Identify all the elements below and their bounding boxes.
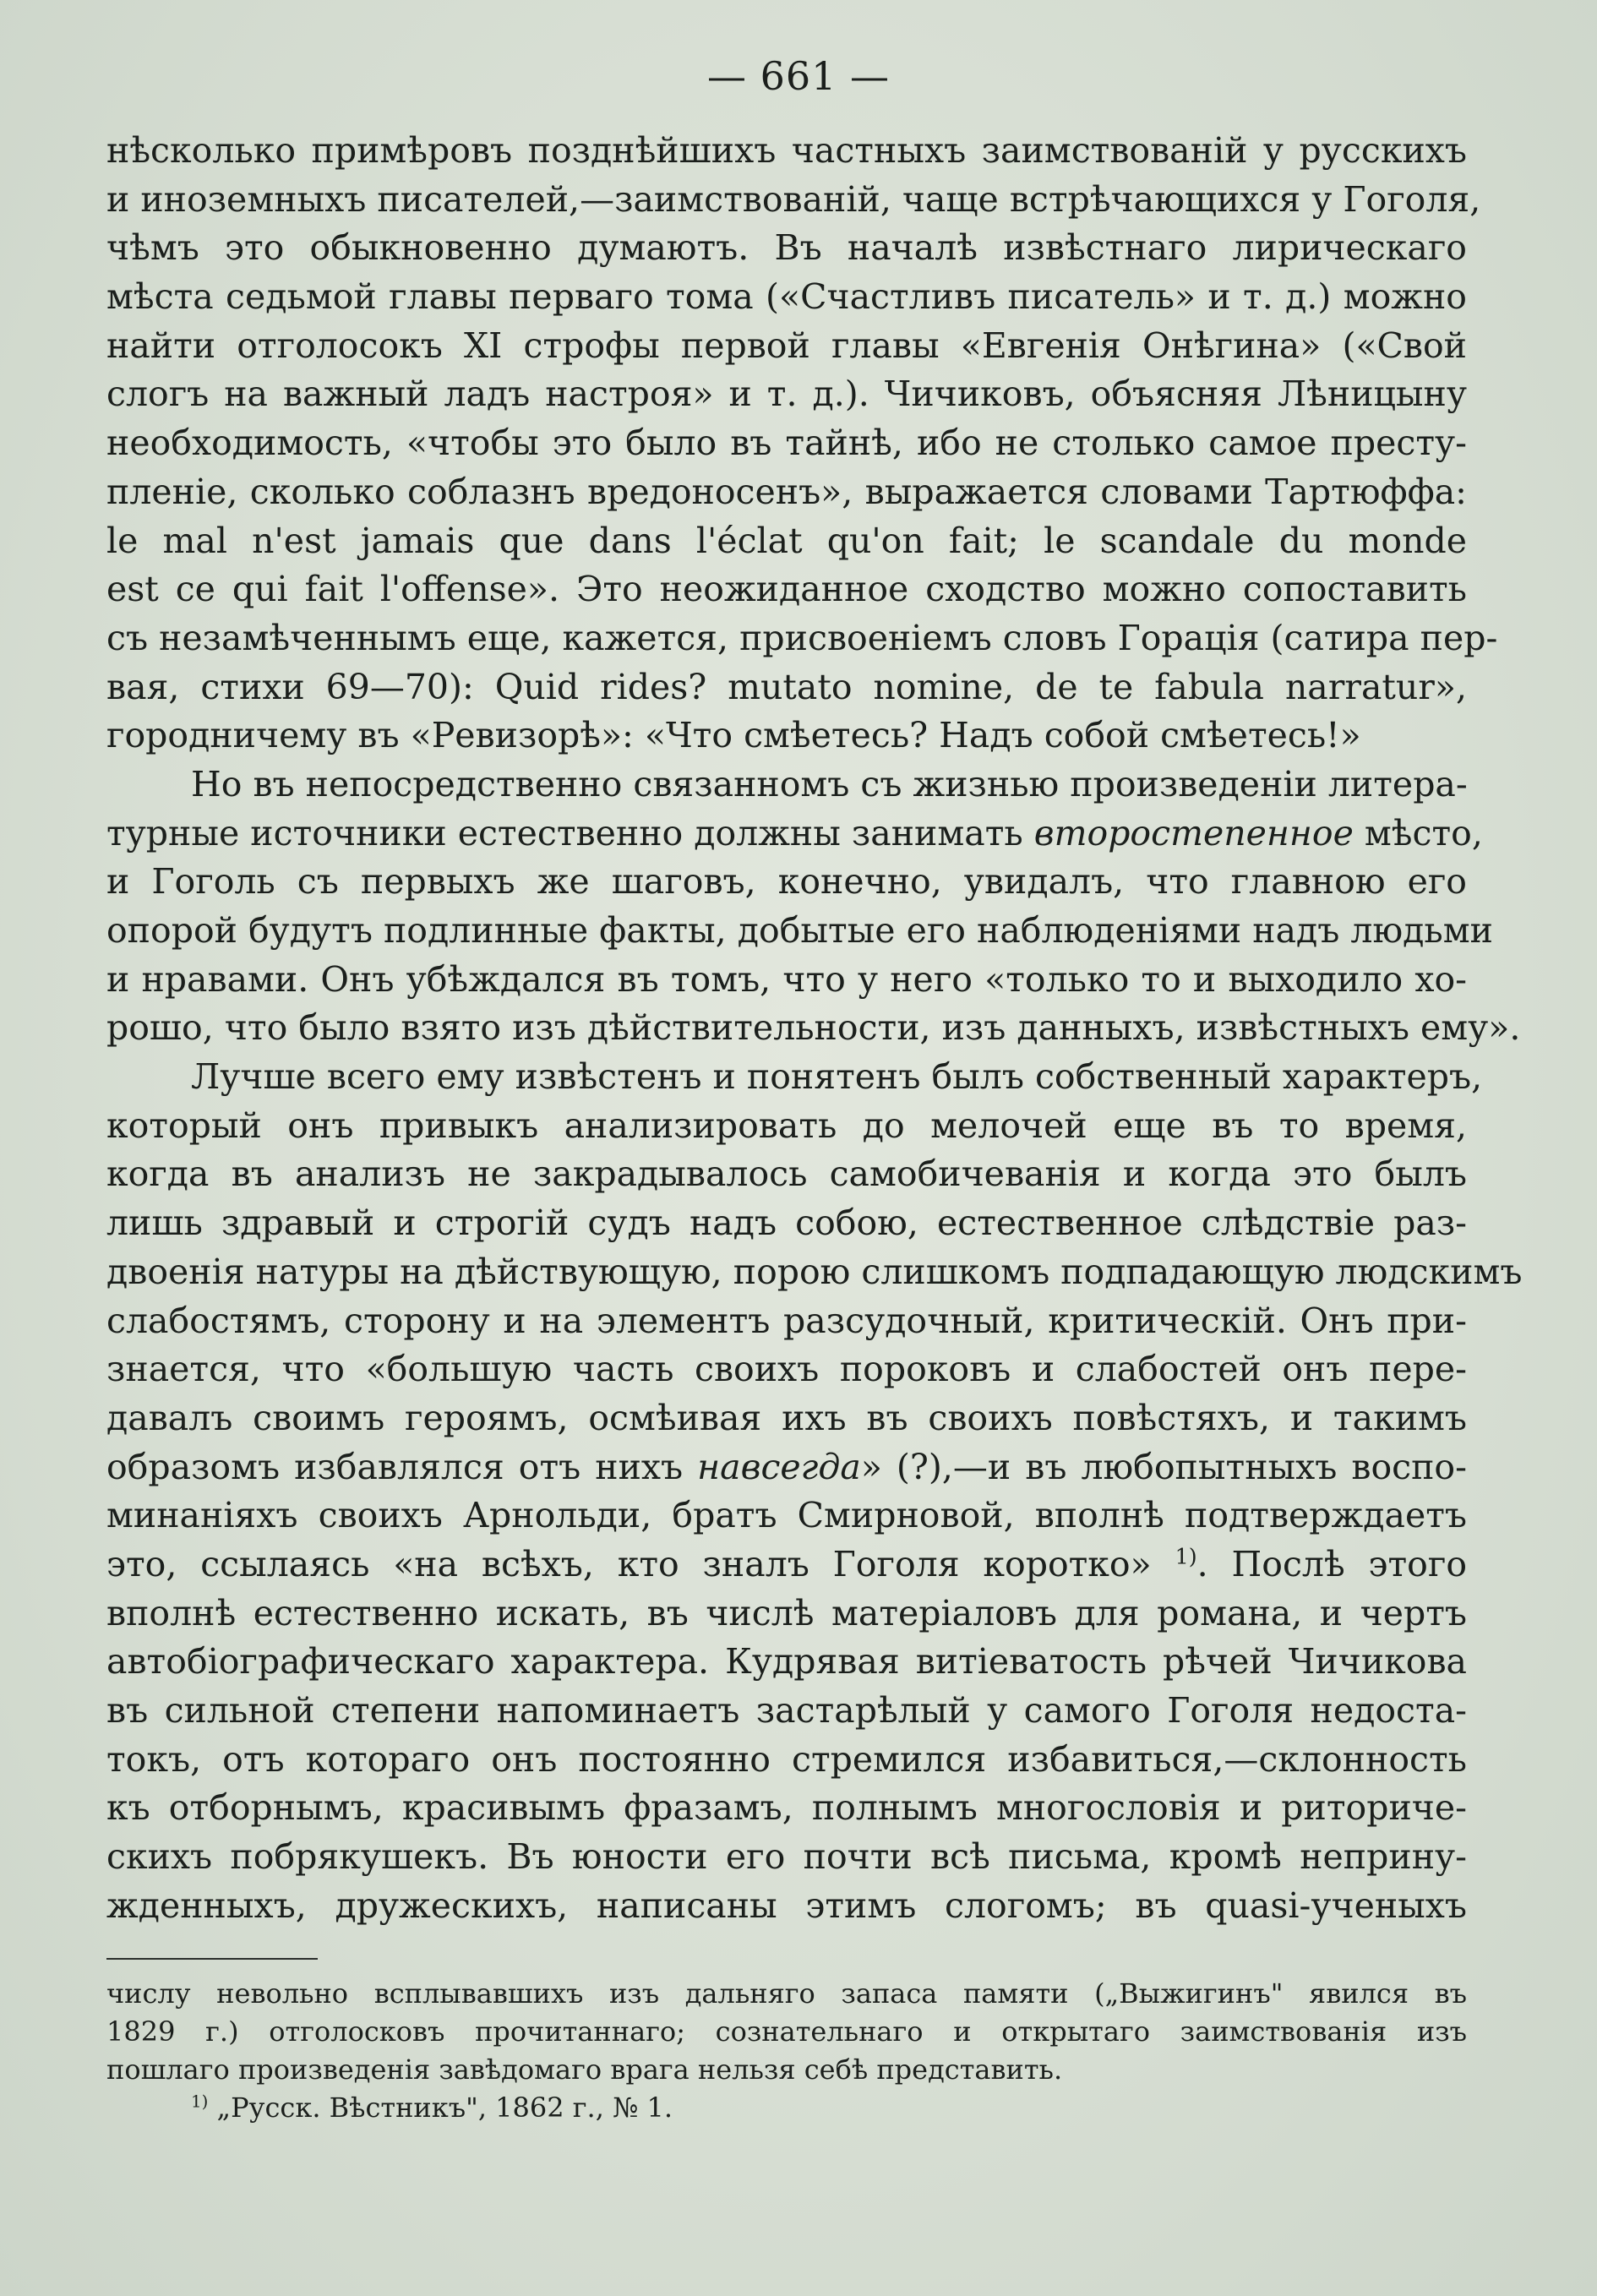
text-line: слогъ на важный ладъ настроя» и т. д.). Чичиковъ, объясняя Лѣницыну	[106, 374, 1467, 415]
footnote-marker: 1)	[191, 2091, 209, 2112]
text-line: автобіографическаго характера. Кудрявая витіеватость рѣчей Чичикова	[106, 1641, 1467, 1682]
text-line: необходимость, «чтобы это было въ тайнѣ, ибо не столько самое престу-	[106, 423, 1467, 464]
text-fragment: » (?),—и въ любопытныхъ воспо-	[860, 1446, 1467, 1487]
text-line: le mal n'est jamais que dans l'éclat qu'on fait; le scandale du monde	[106, 520, 1467, 561]
text-line: нѣсколько примѣровъ позднѣйшихъ частныхъ заимствованій у русскихъ	[106, 130, 1467, 171]
text-line: давалъ своимъ героямъ, осмѣивая ихъ въ своихъ повѣстяхъ, и такимъ	[106, 1397, 1467, 1438]
footnotes	[106, 1975, 1467, 2127]
text-line: минаніяхъ своихъ Арнольди, братъ Смирновой, вполнѣ подтверждаетъ	[106, 1495, 1467, 1536]
text-line: скихъ побрякушекъ. Въ юности его почти всѣ письма, кромѣ неприну-	[106, 1836, 1467, 1878]
text-line: къ отборнымъ, красивымъ фразамъ, полнымъ многословія и риториче-	[106, 1787, 1467, 1829]
text-line: Лучше всего ему извѣстенъ и понятенъ былъ собственный характеръ,	[191, 1056, 1483, 1098]
footnote-line: 1829 г.) отголосковъ прочитаннаго; сознательнаго и открытаго заимствованія изъ	[106, 2015, 1467, 2048]
text-line: вполнѣ естественно искать, въ числѣ матеріаловъ для романа, и чертъ	[106, 1592, 1467, 1633]
text-line	[106, 1541, 1467, 1590]
text-fragment: мѣсто,	[1364, 812, 1483, 854]
text-line: чѣмъ это обыкновенно думаютъ. Въ началѣ извѣстнаго лирическаго	[106, 227, 1467, 269]
text-line: и Гоголь съ первыхъ же шаговъ, конечно, увидалъ, что главною его	[106, 861, 1467, 903]
text-fragment: турные источники естественно должны занимать	[106, 812, 1023, 854]
text-line: жденныхъ, дружескихъ, написаны этимъ слогомъ; въ quasi-ученыхъ	[106, 1884, 1467, 1926]
footnote-line	[106, 2089, 1467, 2127]
text-line: рошо, что было взято изъ дѣйствительности, изъ данныхъ, извѣстныхъ ему».	[106, 1007, 1521, 1049]
footnote-line: числу невольно всплывавшихъ изъ дальняго запаса памяти („Выжигинъ" явился въ	[106, 1977, 1467, 2010]
text-line: и нравами. Онъ убѣждался въ томъ, что у него «только то и выходило хо-	[106, 958, 1467, 1000]
text-line: лишь здравый и строгій судъ надъ собою, естественное слѣдствіе раз-	[106, 1203, 1467, 1244]
text-line: двоенія натуры на дѣйствующую, порою слишкомъ подпадающую людскимъ	[106, 1251, 1523, 1292]
text-line: вая, стихи 69—70): Quid rides? mutato nomine, de te fabula narratur»,	[106, 666, 1467, 707]
text-line: и иноземныхъ писателей,—заимствованій, чаще встрѣчающихся у Гоголя,	[106, 178, 1481, 220]
text-fragment: . Послѣ этого	[1196, 1543, 1467, 1584]
footnote-line: пошлаго произведенія завѣдомаго врага нельзя себѣ представить.	[106, 2053, 1063, 2086]
text-line: съ незамѣченнымъ еще, кажется, присвоеніемъ словъ Горація (сатира пер-	[106, 617, 1498, 658]
text-line: найти отголосокъ XI строфы первой главы «Евгенія Онѣгина» («Свой	[106, 324, 1467, 366]
text-line: когда въ анализъ не закрадывалось самобичеванія и когда это былъ	[106, 1153, 1467, 1195]
text-line: мѣста седьмой главы перваго тома («Счастливъ писатель» и т. д.) можно	[106, 276, 1467, 318]
footnote-divider	[106, 1958, 318, 1960]
text-line: пленіе, сколько соблазнъ вредоносенъ», выражается словами Тартюффа:	[106, 471, 1467, 512]
text-line: въ сильной степени напоминаетъ застарѣлый у самого Гоголя недоста-	[106, 1690, 1467, 1731]
text-line	[106, 1443, 1467, 1492]
text-line: городничему въ «Ревизорѣ»: «Что смѣетесь? Надъ собой смѣетесь!»	[106, 715, 1361, 756]
main-text	[106, 127, 1523, 1930]
italic-emphasis: второстепенное	[1033, 812, 1354, 854]
text-fragment: образомъ избавлялся отъ нихъ	[106, 1446, 684, 1487]
text-fragment: это, ссылаясь «на всѣхъ, кто зналъ Гоголя коротко»	[106, 1543, 1152, 1584]
page-number: — 661 —	[706, 53, 891, 99]
italic-emphasis: навсегда	[697, 1446, 861, 1487]
text-line: опорой будутъ подлинные факты, добытые его наблюденіями надъ людьми	[106, 910, 1493, 951]
text-line: Но въ непосредственно связанномъ съ жизнью произведеніи литера-	[191, 763, 1468, 804]
footnote-marker: 1)	[1175, 1543, 1197, 1569]
text-line: токъ, отъ котораго онъ постоянно стремился избавиться,—склонность	[106, 1738, 1467, 1780]
text-line: слабостямъ, сторону и на элементъ разсудочный, критическій. Онъ при-	[106, 1300, 1467, 1341]
footnote-text: „Русск. Вѣстникъ", 1862 г., № 1.	[216, 2091, 673, 2124]
text-line: знается, что «большую часть своихъ пороковъ и слабостей онъ пере-	[106, 1349, 1467, 1390]
text-line	[106, 810, 1483, 859]
text-line: est ce qui fait l'offense». Это неожиданное сходство можно сопоставить	[106, 569, 1467, 610]
text-line: который онъ привыкъ анализировать до мелочей еще въ то время,	[106, 1104, 1467, 1146]
